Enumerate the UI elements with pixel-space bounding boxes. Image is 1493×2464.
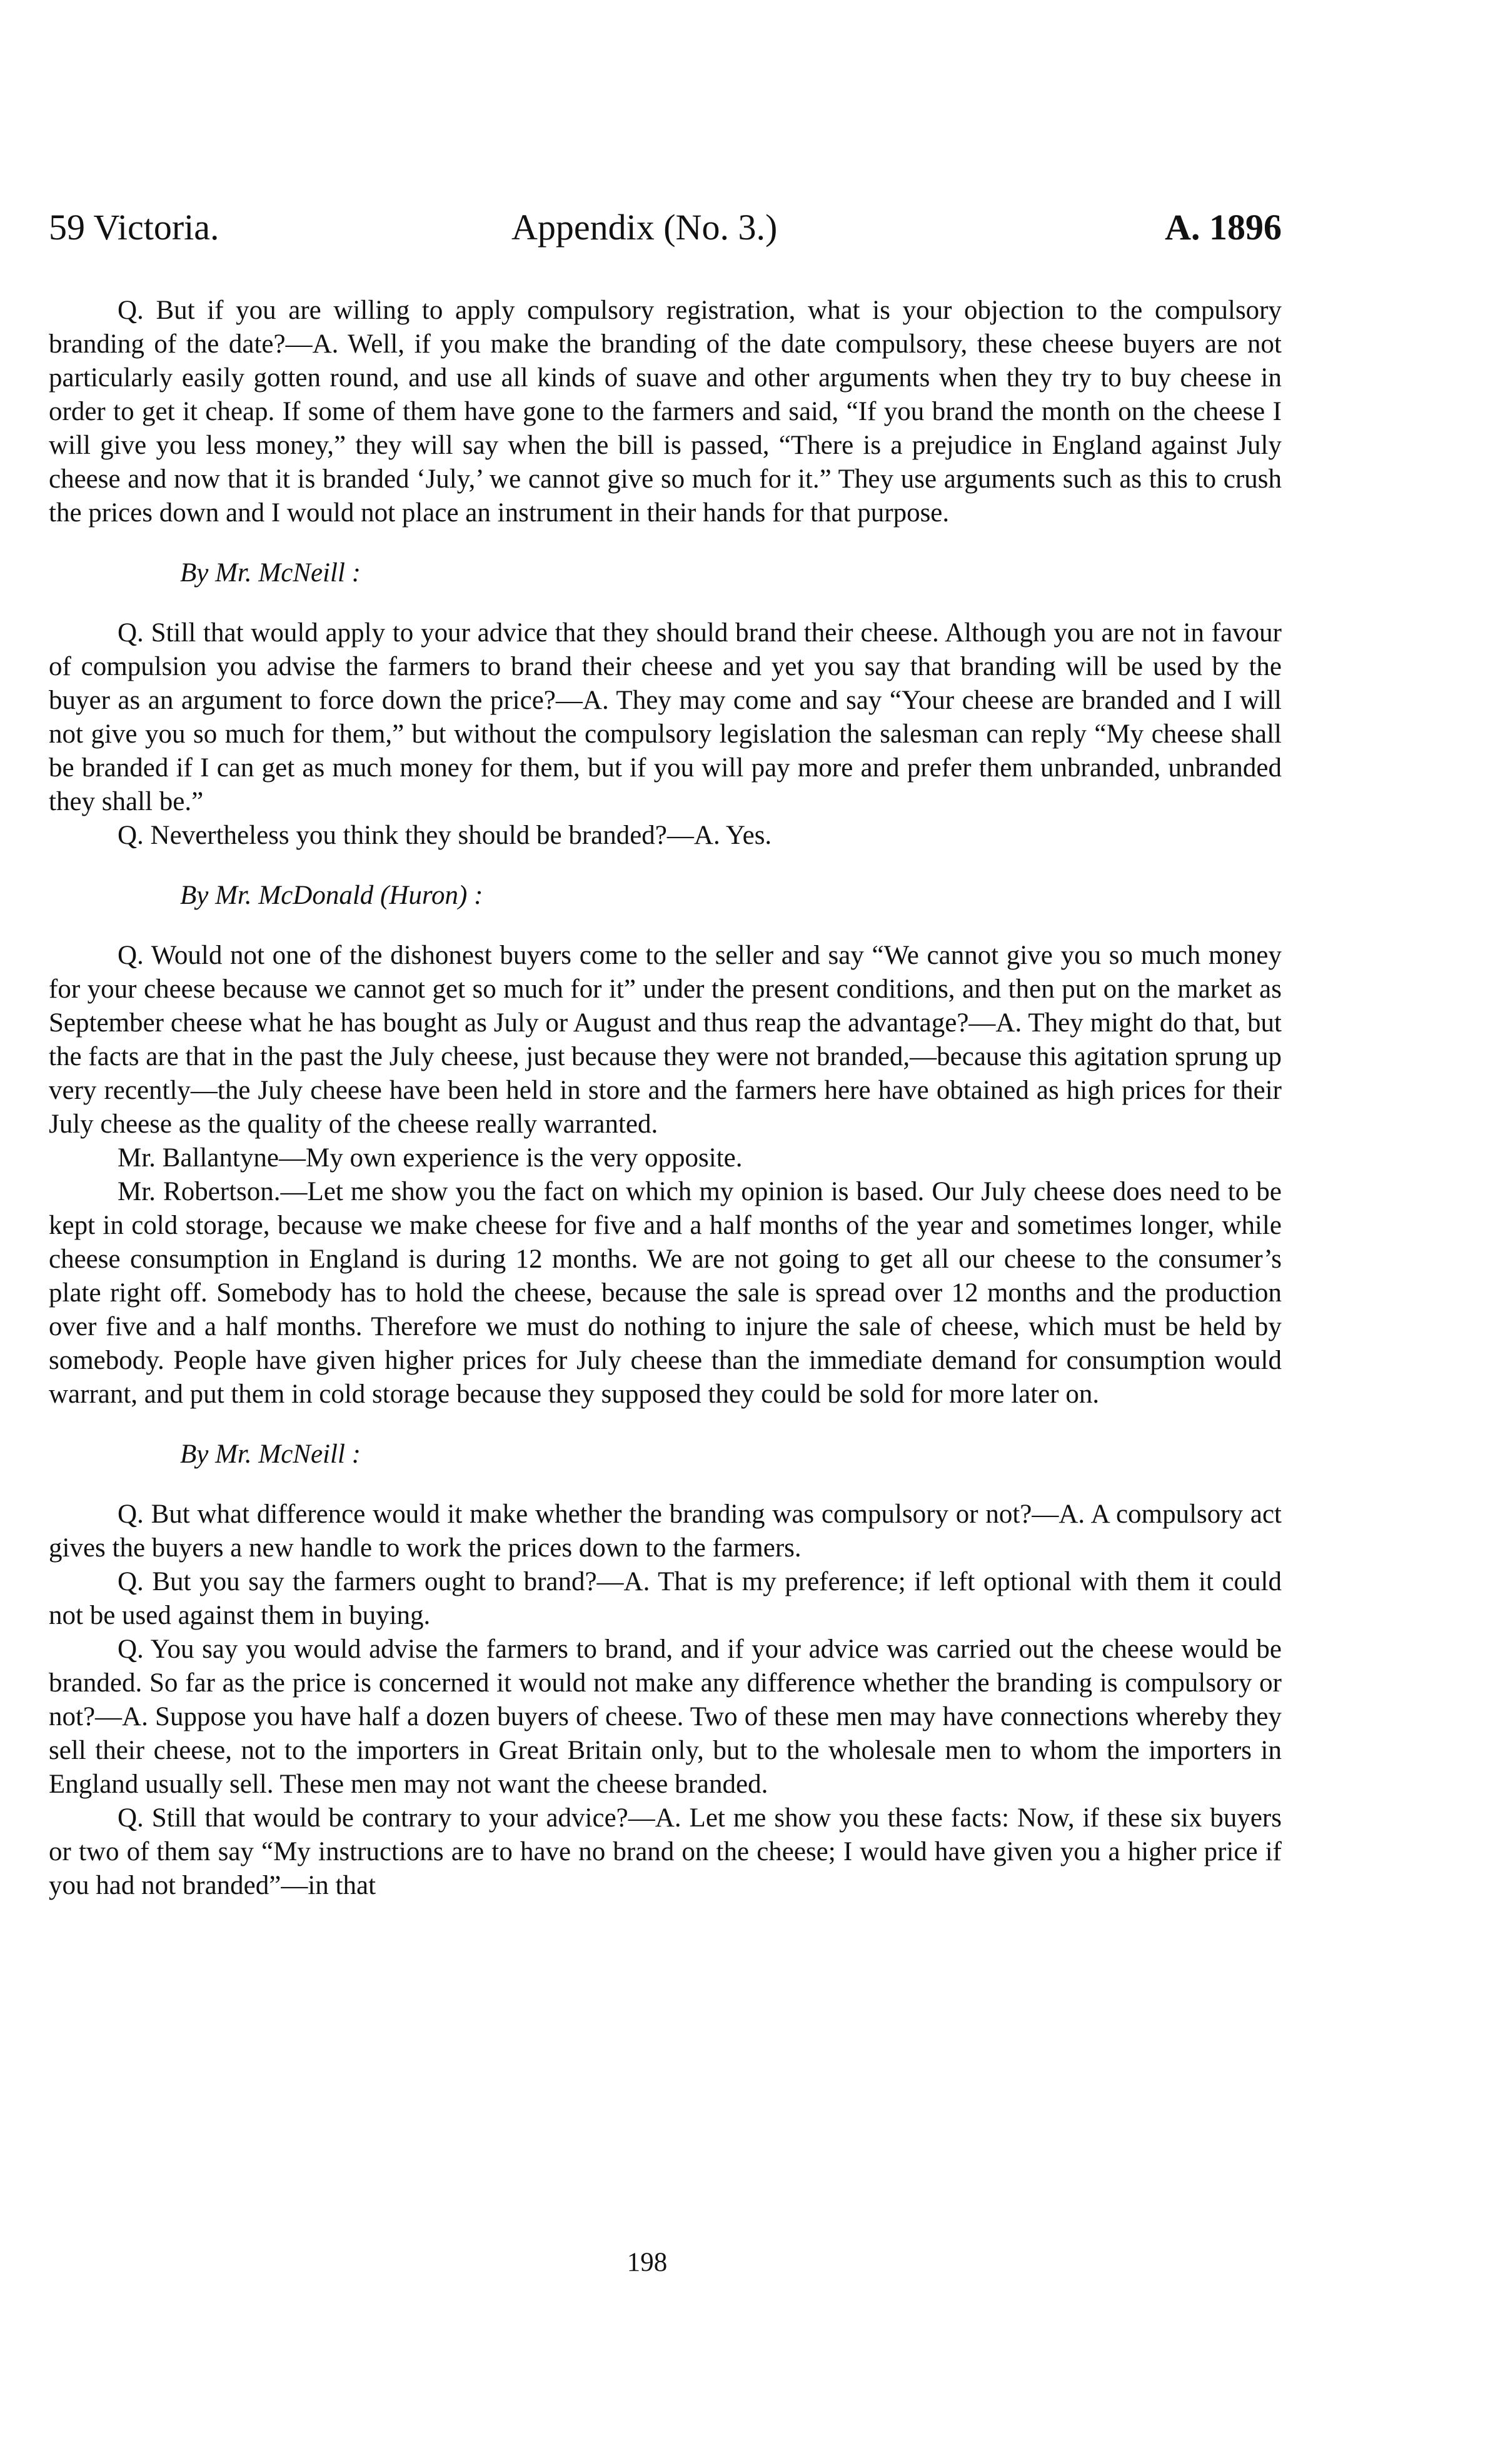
paragraph-question: Q. Would not one of the dishonest buyers come to the seller and say “We cannot give you so much money for your cheese because we cannot get so much for it” under the present conditions, and then put on the market as September cheese what he has bought as July or August and thus reap the advantage?—A. They might do that, but the facts are that in the past the July cheese, just because they were not branded,—because this agitation sprung up very recently—the July cheese have been held in store and the farmers here have obtained as high prices for their July cheese as the quality of the cheese really warranted. bbox=[49, 941, 1282, 1139]
paragraph-statement: Mr. Ballantyne—My own experience is the very opposite. bbox=[118, 1143, 743, 1173]
running-header bbox=[49, 206, 1282, 263]
paragraph-question: Q. But if you are willing to apply compulsory registration, what is your objection to the compulsory branding of the date?—A. Well, if you make the branding of the date compulsory, these cheese buyers are not particularly easily gotten round, and use all kinds of suave and other arguments when they try to buy cheese in order to get it cheap. If some of them have gone to the farmers and said, “If you brand the month on the cheese I will give you less money,” they will say when the bill is passed, “There is a prejudice in England against July cheese and now that it is branded ‘July,’ we cannot give so much for it.” They use arguments such as this to crush the prices down and I would not place an instrument in their hands for that purpose. bbox=[49, 296, 1282, 528]
paragraph-question: Q. But you say the farmers ought to brand?—A. That is my preference; if left optional with them it could not be used against them in buying. bbox=[49, 1567, 1282, 1630]
header-appendix: Appendix (No. 3.) bbox=[511, 207, 778, 248]
paragraph-question: Q. But what difference would it make whether the branding was compulsory or not?—A. A compulsory act gives the buyers a new handle to work the prices down to the farmers. bbox=[49, 1500, 1282, 1563]
paragraph-question: Q. Still that would apply to your advice that they should brand their cheese. Although you are not in favour of compulsion you advise the farmers to brand their cheese and yet you say that branding will be used by the buyer as an argument to force down the price?—A. They may come and say “Your cheese are branded and I will not give you so much for them,” but without the compulsory legislation the salesman can reply “My cheese shall be branded if I can get as much money for them, but if you will pay more and prefer them unbranded, unbranded they shall be.” bbox=[49, 618, 1282, 816]
speaker-heading: By Mr. McNeill : bbox=[180, 1440, 361, 1469]
speaker-heading: By Mr. McNeill : bbox=[180, 558, 361, 588]
speaker-heading: By Mr. McDonald (Huron) : bbox=[180, 881, 483, 910]
document-page bbox=[49, 206, 1282, 1903]
header-year: A. 1896 bbox=[1165, 207, 1282, 248]
header-session: 59 Victoria. bbox=[49, 207, 219, 248]
document-body bbox=[49, 294, 1282, 1903]
paragraph-statement: Mr. Robertson.—Let me show you the fact on which my opinion is based. Our July cheese does need to be kept in cold storage, because we make cheese for five and a half months of the year and sometimes longer, while cheese consumption in England is during 12 months. We are not going to get all our cheese to the consumer’s plate right off. Somebody has to hold the cheese, because the sale is spread over 12 months and the production over five and a half months. Therefore we must do nothing to injure the sale of cheese, which must be held by somebody. People have given higher prices for July cheese than the immediate demand for consumption would warrant, and put them in cold storage because they supposed they could be sold for more later on. bbox=[49, 1177, 1282, 1409]
paragraph-question: Q. Nevertheless you think they should be branded?—A. Yes. bbox=[118, 821, 772, 850]
paragraph-question: Q. You say you would advise the farmers to brand, and if your advice was carried out the cheese would be branded. So far as the price is concerned it would not make any difference whether the branding is compulsory or not?—A. Suppose you have half a dozen buyers of cheese. Two of these men may have connections whereby they sell their cheese, not to the importers in Great Britain only, but to the wholesale men to whom the importers in England usually sell. These men may not want the cheese branded. bbox=[49, 1635, 1282, 1799]
paragraph-question: Q. Still that would be contrary to your advice?—A. Let me show you these facts: Now, if these six buyers or two of them say “My instructions are to have no brand on the cheese; I would have given you a higher price if you had not branded”—in that bbox=[49, 1803, 1282, 1900]
page-number: 198 bbox=[626, 2248, 668, 2277]
